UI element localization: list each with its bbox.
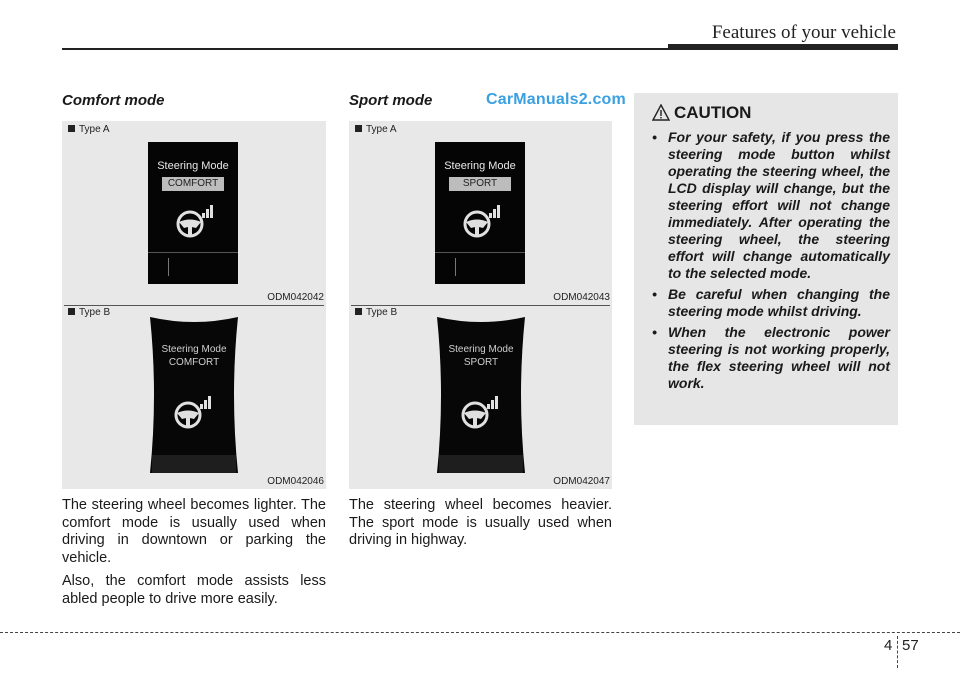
sport-type-a-lcd	[435, 142, 525, 284]
sport-type-a-label: Type A	[355, 124, 397, 135]
lcd-mode: COMFORT	[168, 357, 220, 368]
lcd-baseline	[435, 252, 525, 253]
caution-item: • When the electronic power steering is not working properly, the flex steering wheel will not work.	[644, 324, 890, 392]
lcd-title: Steering Mode	[444, 160, 516, 172]
chapter-number: 4	[884, 637, 893, 654]
watermark-text: CarManuals2.com	[486, 91, 626, 108]
lcd-baseline	[148, 252, 238, 253]
lcd-title: Steering Mode	[448, 344, 514, 355]
footer-rule	[0, 632, 960, 633]
lcd-mode-box: COMFORT	[162, 177, 224, 191]
comfort-type-a-label: Type A	[68, 124, 110, 135]
sport-mode-title: Sport mode	[349, 92, 433, 109]
page-header-title: Features of your vehicle	[711, 22, 896, 43]
lcd-tick	[455, 258, 456, 276]
steering-wheel-icon	[172, 393, 214, 431]
figure-separator	[351, 305, 610, 306]
page-number-divider	[897, 636, 898, 668]
steering-wheel-icon	[459, 393, 501, 431]
warning-triangle-icon	[652, 104, 670, 121]
lcd-tick	[168, 258, 169, 276]
comfort-mode-title: Comfort mode	[62, 92, 165, 109]
comfort-paragraph: Also, the comfort mode assists less abled people to drive more easily.	[62, 573, 326, 607]
sport-type-b-code: ODM042047	[553, 476, 610, 487]
sport-figure-panel	[349, 121, 612, 489]
caution-item: • Be careful when changing the steering mode whilst driving.	[644, 286, 890, 320]
caution-title: CAUTION	[674, 103, 752, 122]
caution-box	[634, 93, 898, 425]
comfort-paragraph: The steering wheel becomes lighter. The comfort mode is usually used when driving in downtown or parking the vehicle.	[62, 497, 326, 566]
figure-separator	[64, 305, 324, 306]
caution-list	[644, 129, 890, 396]
caution-item: • For your safety, if you press the steering mode button whilst operating the steering wheel, the LCD display will change, but the steering effort will not change immediately. After operating the steering wheel, the steering effort will change automatically to the selected mode.	[644, 129, 890, 282]
sport-paragraph: The steering wheel becomes heavier. The sport mode is usually used when driving in highway.	[349, 497, 612, 548]
header-rule	[62, 44, 898, 52]
lcd-title: Steering Mode	[157, 160, 229, 172]
page-number: 57	[902, 637, 919, 654]
lcd-title: Steering Mode	[161, 344, 227, 355]
comfort-figure-panel	[62, 121, 326, 489]
comfort-type-b-lcd	[146, 315, 242, 477]
sport-type-b-lcd	[433, 315, 529, 477]
comfort-type-a-code: ODM042042	[267, 292, 324, 303]
sport-type-b-label: Type B	[355, 307, 397, 318]
steering-wheel-icon	[174, 202, 216, 240]
comfort-type-b-label: Type B	[68, 307, 110, 318]
lcd-mode-box: SPORT	[449, 177, 511, 191]
comfort-type-a-lcd	[148, 142, 238, 284]
steering-wheel-icon	[461, 202, 503, 240]
comfort-type-b-code: ODM042046	[267, 476, 324, 487]
sport-description	[349, 497, 612, 556]
sport-type-a-code: ODM042043	[553, 292, 610, 303]
comfort-description	[62, 497, 326, 614]
lcd-mode: SPORT	[463, 357, 499, 368]
